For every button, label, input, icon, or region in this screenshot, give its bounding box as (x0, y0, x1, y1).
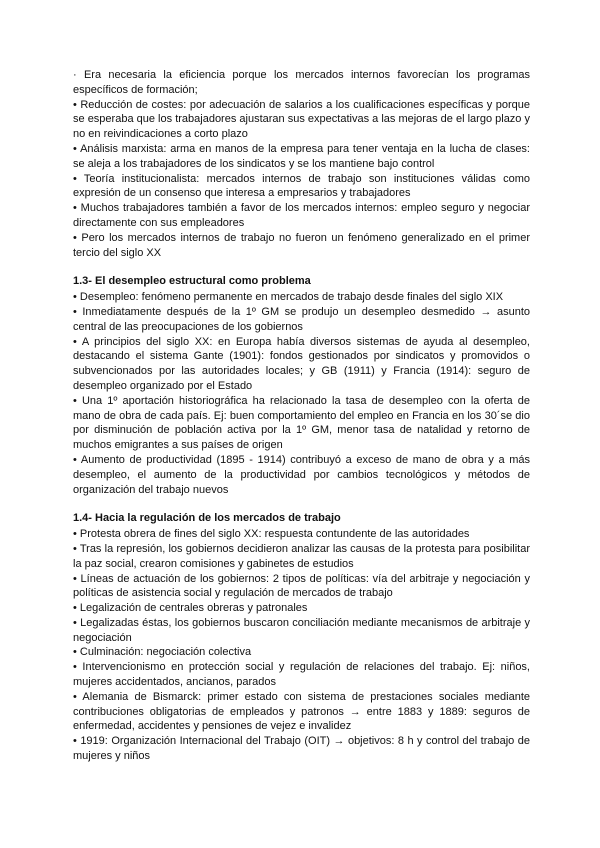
section-bullet: • Legalizadas éstas, los gobiernos buscaron conciliación mediante mecanismos de arbitraje y negociación (73, 616, 530, 644)
section-bullet: • Inmediatamente después de la 1º GM se produjo un desempleo desmedido → asunto central de las preocupaciones de los gobiernos (73, 305, 530, 333)
section-bullet: • Una 1º aportación historiográfica ha relacionado la tasa de desempleo con la oferta de mano de obra de cada país. Ej: buen comportamiento del empleo en Francia en los 30´se dio por disminución de población activa por la 1º GM, menor tasa de natalidad y retorno de muchos emigrantes a sus países de origen (73, 394, 530, 452)
section-bullet: • Desempleo: fenómeno permanente en mercados de trabajo desde finales del siglo XIX (73, 291, 504, 304)
section-bullet: • Intervencionismo en protección social y regulación de relaciones del trabajo. Ej: niños, mujeres accidentados, ancianos, parados (73, 661, 530, 689)
intro-bullet: • Teoría institucionalista: mercados internos de trabajo son instituciones válidas como expresión de un consenso que interesa a empresarios y trabajadores (73, 172, 530, 200)
intro-bullet: · Era necesaria la eficiencia porque los mercados internos favorecían los programas específicos de formación; (73, 69, 530, 96)
section-bullet: • Legalización de centrales obreras y patronales (73, 602, 308, 615)
section-bullet: • Tras la represión, los gobiernos decidieron analizar las causas de la protesta para posibilitar la paz social, crearon comisiones y gabinetes de estudios (73, 542, 530, 570)
intro-bullet: • Reducción de costes: por adecuación de salarios a los cualificaciones específicas y porque se esperaba que los trabajadores ajustaran sus expectativas a las mejoras de el largo plazo y no en reivindicaciones a corto plazo (73, 98, 530, 141)
section-1-3 (73, 274, 530, 497)
intro-section (73, 68, 530, 260)
intro-bullet: • Muchos trabajadores también a favor de los mercados internos: empleo seguro y negociar directamente con sus empleadores (73, 202, 530, 229)
intro-bullet: • Análisis marxista: arma en manos de la empresa para tener ventaja en la lucha de clases: se aleja a los trabajadores de los sindicatos y se los mantiene bajo control (73, 142, 530, 170)
section-bullet: • Líneas de actuación de los gobiernos: 2 tipos de políticas: vía del arbitraje y negociación y políticas de asistencia social y regulación de mercados de trabajo (73, 572, 530, 600)
section-bullet: • Alemania de Bismarck: primer estado con sistema de prestaciones sociales mediante contribuciones obligatorias de empleados y patronos → entre 1883 y 1889: seguros de enfermedad, accidentes y pensiones de vejez e invalidez (73, 690, 530, 733)
section-heading: 1.4- Hacia la regulación de los mercados de trabajo (73, 512, 341, 525)
intro-bullet: • Pero los mercados internos de trabajo no fueron un fenómeno generalizado en el primer tercio del siglo XX (73, 231, 530, 259)
section-bullet: • Culminación: negociación colectiva (73, 646, 252, 659)
section-bullet: • Aumento de productividad (1895 - 1914) contribuyó a exceso de mano de obra y a más desempleo, el aumento de la productividad por cambios tecnológicos y métodos de organización del trabajo nuevos (73, 453, 530, 496)
section-heading: 1.3- El desempleo estructural como problema (73, 275, 311, 288)
section-bullet: • Protesta obrera de fines del siglo XX: respuesta contundente de las autoridades (73, 528, 470, 541)
section-bullet: • A principios del siglo XX: en Europa había diversos sistemas de ayuda al desempleo, destacando el sistema Gante (1901): fondos gestionados por sindicatos y promovidos o subvencionados por las autoridades locales; y GB (1911) y Francia (1914): seguro de desempleo organizado por el Estado (73, 335, 530, 392)
section-bullet: • 1919: Organización Internacional del Trabajo (OIT) → objetivos: 8 h y control del trabajo de mujeres y niños (73, 735, 530, 763)
section-1-4 (73, 511, 530, 764)
